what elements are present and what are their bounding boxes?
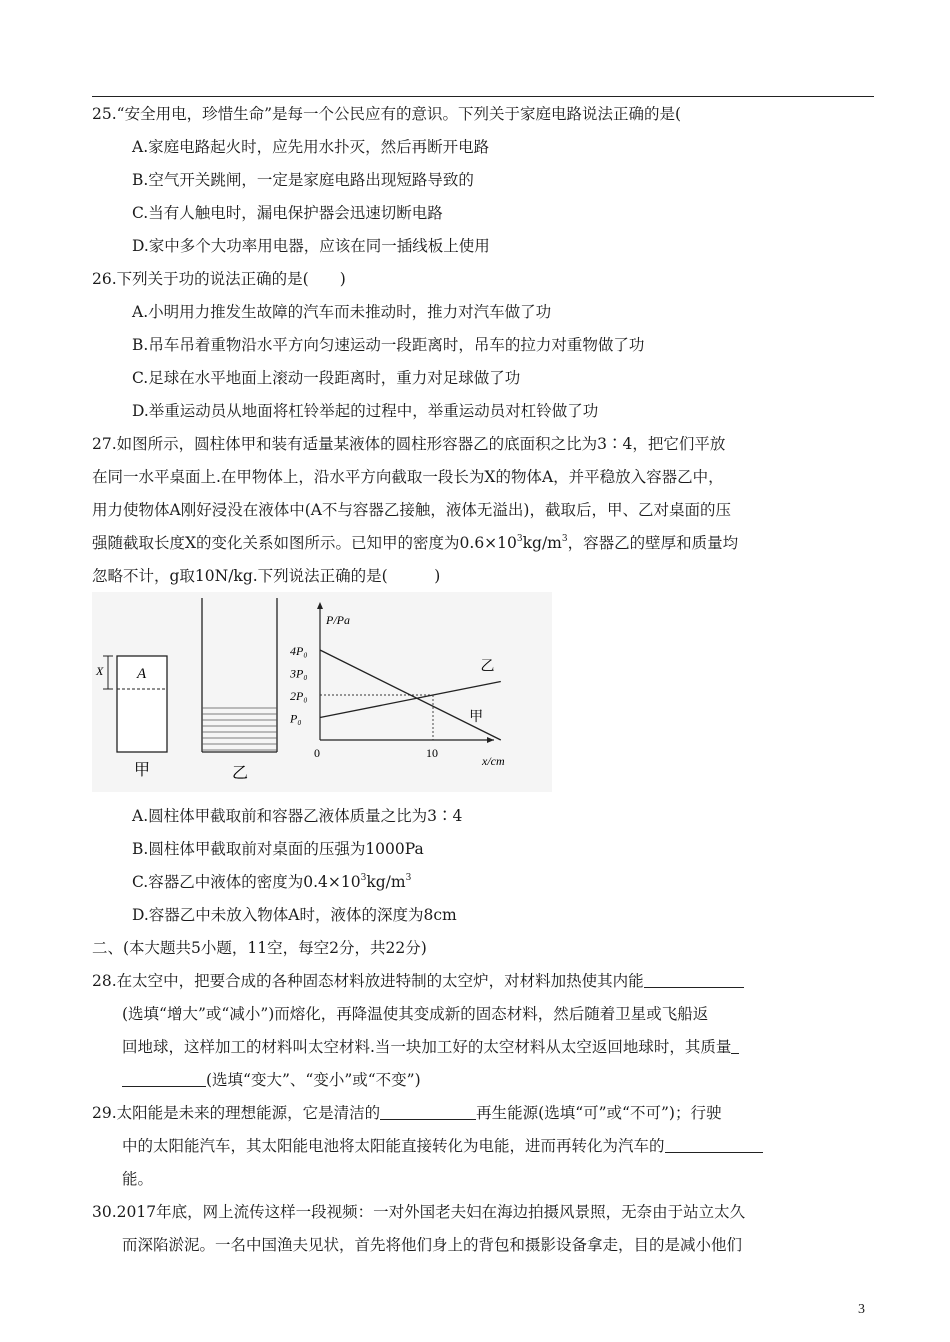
q26-option-d: D.举重运动员从地面将杠铃举起的过程中，举重运动员对杠铃做了功 bbox=[132, 402, 599, 420]
q28-line-2: (选填“增大”或“减小”)而熔化，再降温使其变成新的固态材料，然后随着卫星或飞船返 bbox=[122, 1005, 709, 1023]
x-tick-label: 10 bbox=[426, 746, 438, 760]
q26-stem: 26.下列关于功的说法正确的是( ) bbox=[92, 270, 346, 288]
q27-option-a: A.圆柱体甲截取前和容器乙液体质量之比为3∶4 bbox=[132, 807, 463, 825]
y-tick-label: P₀ bbox=[290, 711, 302, 726]
q27-option-b: B.圆柱体甲截取前对桌面的压强为1000Pa bbox=[132, 840, 424, 858]
q27-option-c: C.容器乙中液体的密度为$0.4\times 10^3kg/m^3$ bbox=[132, 873, 412, 891]
q27-figure bbox=[92, 592, 552, 792]
label-jia: 甲 bbox=[134, 762, 151, 779]
q28-line-1: 28.在太空中，把要合成的各种固态材料放进特制的太空炉，对材料加热使其内能 bbox=[92, 970, 744, 992]
q27-line-5: 忽略不计，g取10N/kg.下列说法正确的是( ) bbox=[92, 567, 441, 585]
q29-blank-2[interactable] bbox=[665, 1136, 763, 1153]
q29-line-2: 中的太阳能汽车，其太阳能电池将太阳能直接转化为电能，进而再转化为汽车的 bbox=[122, 1135, 763, 1157]
q26-option-a: A.小明用力推发生故障的汽车而未推动时，推力对汽车做了功 bbox=[132, 303, 552, 321]
q27-line-1: 27.如图所示，圆柱体甲和装有适量某液体的圆柱形容器乙的底面积之比为3∶4，把它们平放 bbox=[92, 435, 726, 453]
series-label-jia: 甲 bbox=[469, 709, 484, 725]
origin-label: 0 bbox=[314, 746, 320, 760]
label-x-dim: X bbox=[96, 664, 104, 678]
q26-option-c: C.足球在水平地面上滚动一段距离时，重力对足球做了功 bbox=[132, 369, 521, 387]
q27-line-3: 用力使物体A刚好浸没在液体中(A不与容器乙接触，液体无溢出)，截取后，甲、乙对桌面的压 bbox=[92, 501, 731, 519]
q25-option-d: D.家中多个大功率用电器，应该在同一插线板上使用 bbox=[132, 237, 490, 255]
q27-option-d: D.容器乙中未放入物体A时，液体的深度为8cm bbox=[132, 906, 457, 924]
q28-blank-2[interactable] bbox=[122, 1070, 206, 1087]
q29-line-1: 29.太阳能是未来的理想能源，它是清洁的 再生能源(选填“可”或“不可”)；行驶 bbox=[92, 1104, 722, 1122]
label-A: A bbox=[137, 666, 147, 682]
label-yi: 乙 bbox=[232, 765, 249, 782]
y-axis-label: P/Pa bbox=[326, 613, 350, 627]
q26-option-b: B.吊车吊着重物沿水平方向匀速运动一段距离时，吊车的拉力对重物做了功 bbox=[132, 336, 645, 354]
q28-line-3: 回地球，这样加工的材料叫太空材料.当一块加工好的太空材料从太空返回地球时，其质量 bbox=[122, 1036, 739, 1058]
q25-stem: 25.“安全用电，珍惜生命”是每一个公民应有的意识。下列关于家庭电路说法正确的是( bbox=[92, 105, 682, 123]
page-number: 3 bbox=[858, 1302, 865, 1317]
q25-option-b: B.空气开关跳闸，一定是家庭电路出现短路导致的 bbox=[132, 171, 474, 189]
q29-blank-1[interactable] bbox=[380, 1103, 476, 1120]
x-axis-label: x/cm bbox=[482, 754, 505, 768]
q29-line-3: 能。 bbox=[122, 1170, 154, 1188]
q30-line-2: 而深陷淤泥。一名中国渔夫见状，首先将他们身上的背包和摄影设备拿走，目的是减小他们 bbox=[122, 1236, 743, 1254]
y-tick-label: 2P₀ bbox=[290, 689, 308, 703]
q27-line-2: 在同一水平桌面上.在甲物体上，沿水平方向截取一段长为X的物体A，并平稳放入容器乙中， bbox=[92, 468, 724, 486]
q30-line-1: 30.2017年底，网上流传这样一段视频：一对外国老夫妇在海边拍摄风景照，无奈由于站立太久 bbox=[92, 1203, 746, 1221]
y-tick-label: 4P₀ bbox=[290, 644, 308, 658]
q28-line-4: (选填“变大”、“变小”或“不变”) bbox=[122, 1069, 421, 1091]
series-label-yi: 乙 bbox=[480, 659, 495, 675]
q28-blank-1[interactable] bbox=[644, 971, 744, 988]
y-tick-label: 3P₀ bbox=[290, 666, 308, 681]
section2-header: 二、(本大题共5小题，11空，每空2分，共22分) bbox=[92, 939, 427, 957]
q25-option-a: A.家庭电路起火时，应先用水扑灭，然后再断开电路 bbox=[132, 138, 490, 156]
q27-line-4: 强随截取长度X的变化关系如图所示。已知甲的密度为$0.6\times 10^3kg/m^3$，容器乙的壁厚和质量均 bbox=[92, 534, 739, 552]
header-rule bbox=[92, 96, 874, 97]
q25-option-c: C.当有人触电时，漏电保护器会迅速切断电路 bbox=[132, 204, 443, 222]
